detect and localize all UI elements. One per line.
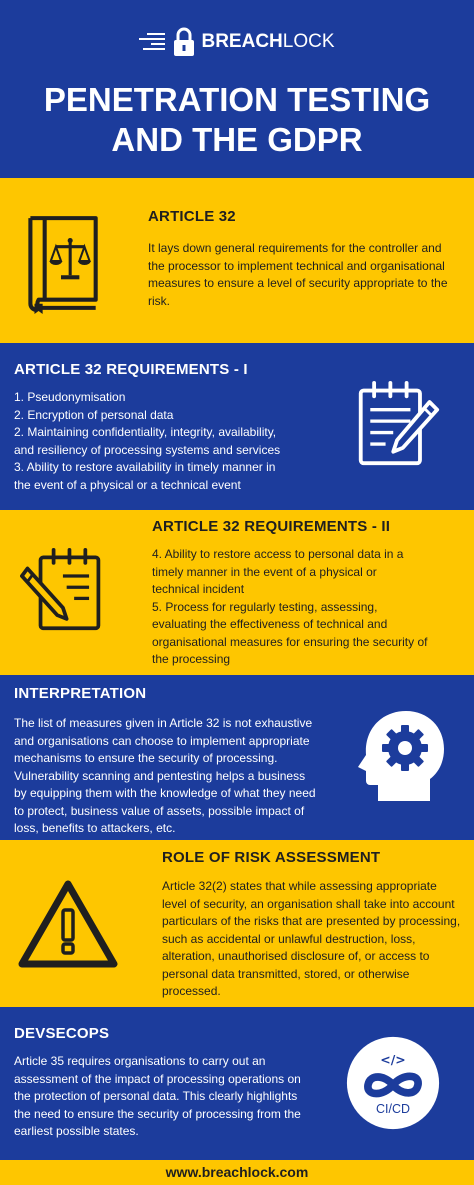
section-requirements-2 xyxy=(0,510,474,675)
brand-logo xyxy=(0,20,474,60)
list-item: evaluating the effectiveness of technical and xyxy=(152,617,388,631)
section-heading: ARTICLE 32 REQUIREMENTS - I xyxy=(14,361,248,378)
warning-triangle-icon xyxy=(18,878,118,970)
law-book-icon xyxy=(20,212,102,314)
speed-lines-icon xyxy=(139,33,165,50)
header xyxy=(0,0,474,178)
section-risk-assessment xyxy=(0,840,474,1007)
list-item: 4. Ability to restore access to personal data in a xyxy=(152,547,404,561)
notepad-pencil-icon xyxy=(355,381,441,467)
section-list xyxy=(14,389,324,494)
cicd-label: CI/CD xyxy=(376,1101,410,1116)
page-title-line2: AND THE GDPR xyxy=(111,121,363,158)
section-body: Article 32(2) states that while assessing appropriate level of security, an organisation shall take into account particulars of the risks that are presented by processing, such as accidental or unlawful destruction, loss, alteration, unauthorised disclosure of, or access to personal data transmitted, stored, or otherwise processed. xyxy=(162,879,461,998)
notepad-pencil-icon xyxy=(20,548,104,632)
list-item: 2. Encryption of personal data xyxy=(14,407,174,422)
footer-url[interactable]: www.breachlock.com xyxy=(0,1160,474,1185)
section-body: It lays down general requirements for the controller and the processor to implement technical and organisational measures to ensure a level of security appropriate to the risk. xyxy=(148,241,448,308)
list-item: 2. Maintaining confidentiality, integrity, availability, xyxy=(14,425,277,439)
list-item: organisational measures for ensuring the security of xyxy=(152,634,428,649)
section-body: The list of measures given in Article 32 is not exhaustive and organisations can choose to implement appropriate mechanisms to ensure the security of processing. Vulnerability scanning and pentesting helps a business by equipping them with the knowledge of what they need to protect, business value of assets, possible impact of loss, benefits to attackers, etc. xyxy=(14,716,316,835)
page-title-line1: PENETRATION TESTING xyxy=(43,81,431,118)
section-body: Article 35 requires organisations to carry out an assessment of the impact of processing operations on the protection of personal data. This clearly highlights the need to ensure the security of processing from the earliest possible states. xyxy=(14,1054,301,1138)
section-devsecops xyxy=(0,1007,474,1160)
cicd-infinity-icon xyxy=(345,1035,441,1131)
page-title xyxy=(0,80,474,160)
section-heading: ARTICLE 32 xyxy=(148,208,236,225)
head-gear-icon xyxy=(348,705,448,805)
padlock-icon xyxy=(173,27,195,57)
section-article-32 xyxy=(0,178,474,343)
list-item: 3. Ability to restore availability in timely manner in xyxy=(14,460,276,474)
list-item: 1. Pseudonymisation xyxy=(14,390,126,404)
section-interpretation xyxy=(0,675,474,840)
brand-name-bold: BREACH xyxy=(201,30,283,52)
section-heading: INTERPRETATION xyxy=(14,685,147,702)
section-list xyxy=(152,546,464,669)
list-item: 5. Process for regularly testing, assessing, xyxy=(152,599,378,614)
code-tag-label: </> xyxy=(380,1051,406,1067)
list-item: and resiliency of processing systems and services xyxy=(14,442,281,457)
section-requirements-1 xyxy=(0,343,474,510)
brand-name xyxy=(201,31,334,53)
section-heading: DEVSECOPS xyxy=(14,1025,110,1042)
list-item: technical incident xyxy=(152,582,245,596)
brand-name-light: LOCK xyxy=(282,30,335,52)
section-heading: ARTICLE 32 REQUIREMENTS - II xyxy=(152,518,391,535)
list-item: timely manner in the event of a physical or xyxy=(152,564,377,579)
list-item: the event of a physical or a technical event xyxy=(14,477,241,492)
section-heading: ROLE OF RISK ASSESSMENT xyxy=(162,849,381,866)
list-item: the processing xyxy=(152,652,231,666)
